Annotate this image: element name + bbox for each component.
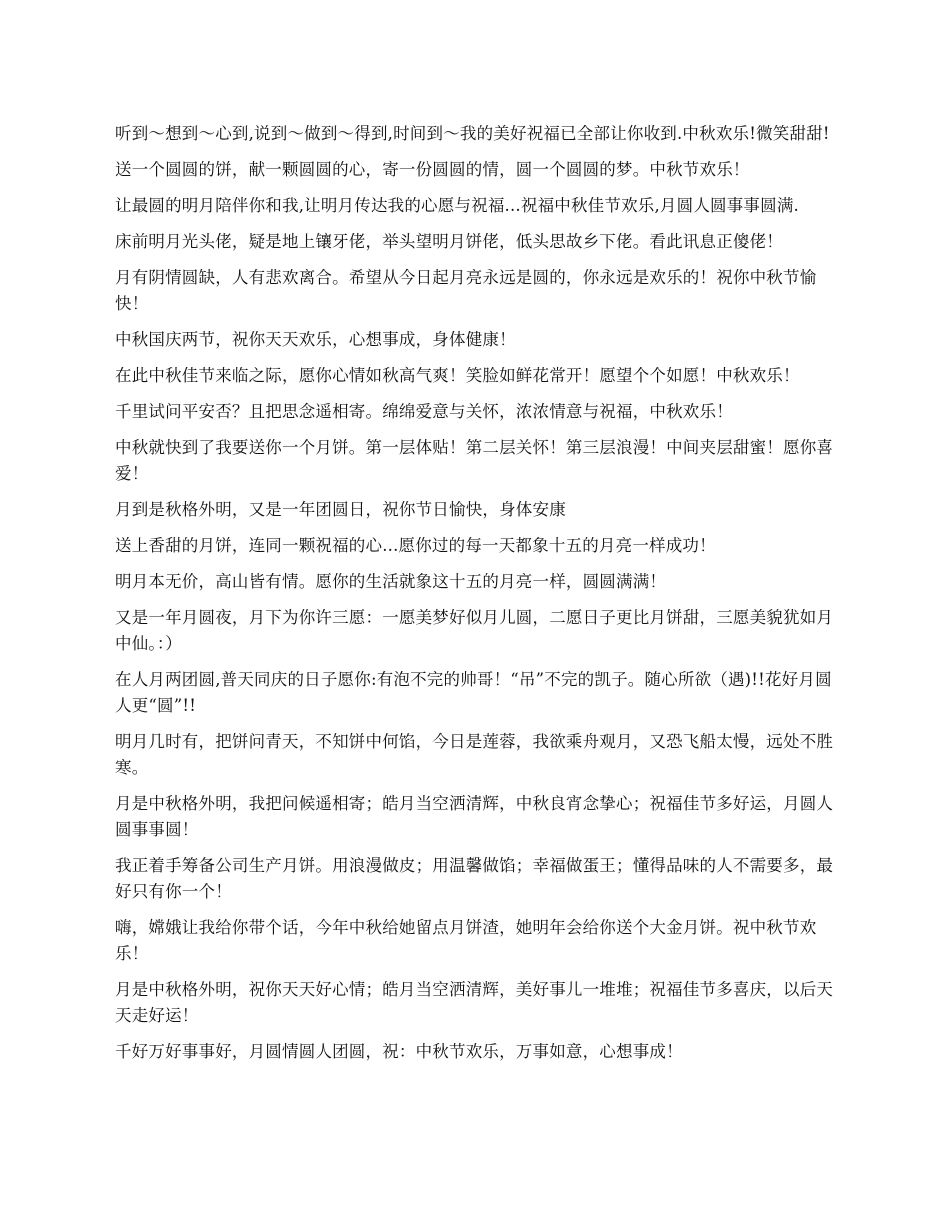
paragraph: 明月本无价，高山皆有情。愿你的生活就象这十五的月亮一样，圆圆满满！ (115, 572, 667, 591)
paragraph: 嗨，嫦娥让我给你带个话，今年中秋给她留点月饼渣，她明年会给你送个大金月饼。祝中秋节欢乐！ (115, 918, 817, 963)
document-body (115, 121, 840, 1075)
paragraph: 送一个圆圆的饼，献一颗圆圆的心，寄一份圆圆的情，圆一个圆圆的梦。中秋节欢乐！ (115, 160, 750, 179)
paragraph: 在人月两团圆,普天同庆的日子愿你:有泡不完的帅哥！“吊”不完的凯子。随心所欲（遇)!!花好月圆人更“圆”!! (115, 670, 832, 715)
paragraph: 床前明月光头佬，疑是地上镶牙佬，举头望明月饼佬，低头思故乡下佬。看此讯息正傻佬！ (115, 232, 783, 251)
paragraph: 让最圆的明月陪伴你和我,让明月传达我的心愿与祝福...祝福中秋佳节欢乐,月圆人圆事事圆满. (115, 196, 799, 215)
paragraph: 明月几时有，把饼问青天，不知饼中何馅，今日是莲蓉，我欲乘舟观月，又恐飞船太慢，远处不胜寒。 (115, 732, 834, 777)
paragraph: 月是中秋格外明，祝你天天好心情；皓月当空洒清辉，美好事儿一堆堆；祝福佳节多喜庆，以后天天走好运！ (115, 980, 834, 1025)
paragraph: 中秋国庆两节，祝你天天欢乐，心想事成，身体健康！ (115, 330, 516, 349)
paragraph: 送上香甜的月饼，连同一颗祝福的心...愿你过的每一天都象十五的月亮一样成功！ (115, 536, 716, 555)
paragraph: 月有阴情圆缺，人有悲欢离合。希望从今日起月亮永远是圆的，你永远是欢乐的！祝你中秋节愉快！ (115, 268, 817, 313)
paragraph: 千里试问平安否？且把思念遥相寄。绵绵爱意与关怀，浓浓情意与祝福，中秋欢乐！ (115, 402, 733, 421)
paragraph: 月是中秋格外明，我把问候遥相寄；皓月当空洒清辉，中秋良宵念挚心；祝福佳节多好运，月圆人圆事事圆！ (115, 794, 834, 839)
paragraph: 月到是秋格外明，又是一年团圆日，祝你节日愉快，身体安康 (115, 500, 566, 519)
paragraph: 听到～想到～心到,说到～做到～得到,时间到～我的美好祝福已全部让你收到.中秋欢乐!微笑甜甜! (115, 124, 830, 143)
paragraph: 我正着手筹备公司生产月饼。用浪漫做皮；用温馨做馅；幸福做蛋王；懂得品味的人不需要多，最好只有你一个！ (115, 856, 834, 901)
paragraph: 千好万好事事好，月圆情圆人团圆，祝：中秋节欢乐，万事如意，心想事成！ (115, 1042, 683, 1061)
paragraph: 中秋就快到了我要送你一个月饼。第一层体贴！第二层关怀！第三层浪漫！中间夹层甜蜜！愿你喜爱！ (115, 438, 834, 483)
paragraph: 又是一年月圆夜，月下为你许三愿：一愿美梦好似月儿圆，二愿日子更比月饼甜，三愿美貌犹如月中仙。：） (115, 608, 834, 653)
paragraph: 在此中秋佳节来临之际，愿你心情如秋高气爽！笑脸如鲜花常开！愿望个个如愿！中秋欢乐！ (115, 366, 800, 385)
